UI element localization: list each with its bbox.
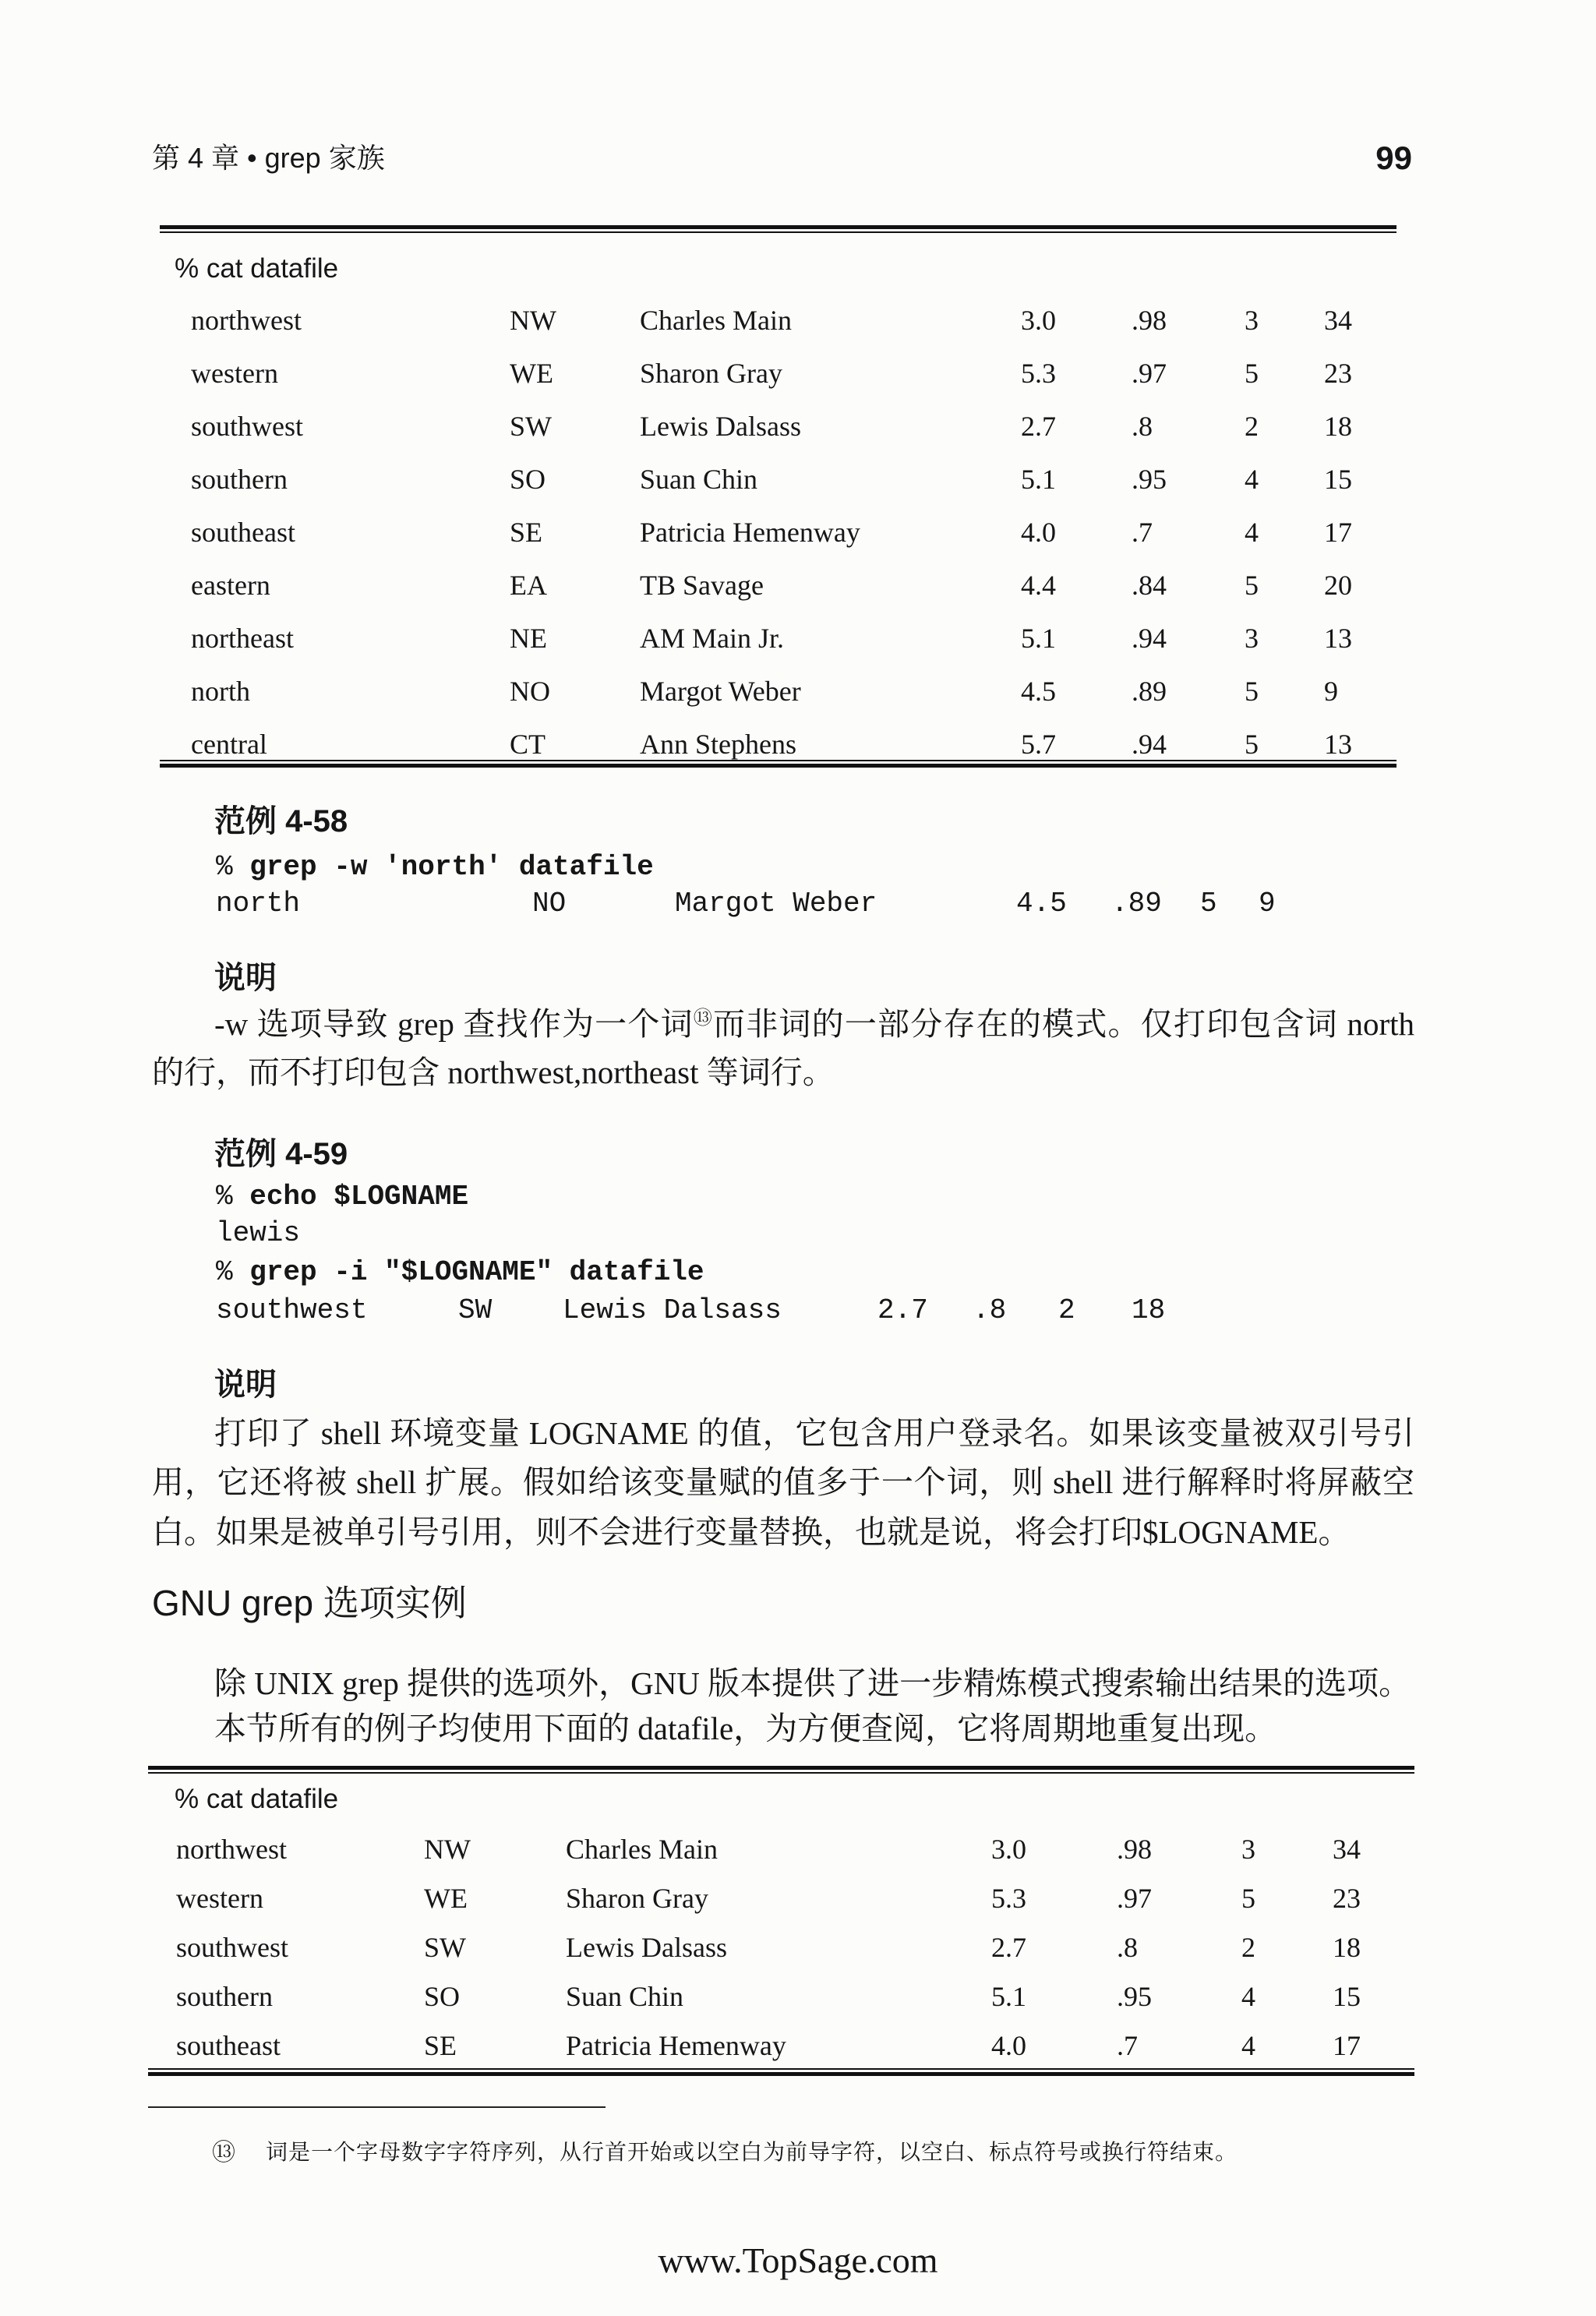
value-cell: .7: [1117, 2030, 1138, 2061]
person-name-cell: Patricia Hemenway: [566, 2030, 786, 2061]
region-cell: western: [191, 358, 278, 389]
example-4-59-command-line-2: [216, 1254, 704, 1291]
person-name-cell: Sharon Gray: [640, 358, 782, 389]
region-cell: north: [191, 676, 250, 707]
value-cell: 13: [1324, 623, 1352, 654]
table-row: [0, 1825, 1596, 1874]
table-row: [0, 559, 1596, 612]
listing-1-bottom-rule: [160, 760, 1396, 768]
region-code-cell: SE: [424, 2030, 457, 2061]
region-code-cell: WE: [424, 1883, 468, 1914]
example-4-58-output-line: [0, 885, 1596, 923]
example-4-58-title: 范例 4-58: [214, 804, 348, 838]
person-name-cell: Lewis Dalsass: [640, 411, 801, 442]
value-cell: 4: [1241, 2030, 1255, 2061]
explanation-text: 而非词的一部分存在的模式。仅打印包含词 north: [713, 1006, 1414, 1042]
person-name-cell: Patricia Hemenway: [640, 517, 860, 548]
footnote-reference: ⑬: [693, 1008, 714, 1029]
value-cell: .8: [1117, 1932, 1138, 1963]
section-heading: GNU grep 选项实例: [152, 1583, 467, 1623]
region-cell: eastern: [191, 570, 270, 601]
output-field: 18: [1132, 1294, 1166, 1326]
value-cell: 15: [1333, 1981, 1361, 2012]
value-cell: 5.3: [1021, 358, 1056, 389]
value-cell: 4.0: [1021, 517, 1056, 548]
region-cell: southeast: [176, 2030, 281, 2061]
region-code-cell: NW: [424, 1834, 471, 1865]
table-row: [0, 2021, 1596, 2071]
example-4-59-output-line-2: [0, 1292, 1596, 1329]
value-cell: 5: [1245, 358, 1259, 389]
value-cell: .7: [1132, 517, 1153, 548]
value-cell: .8: [1132, 411, 1153, 442]
value-cell: 5: [1245, 570, 1259, 601]
command-prompt: %: [216, 1256, 233, 1288]
table-row: [0, 612, 1596, 665]
region-code-cell: WE: [510, 358, 553, 389]
output-field: Lewis Dalsass: [563, 1294, 782, 1326]
value-cell: 23: [1324, 358, 1352, 389]
person-name-cell: AM Main Jr.: [640, 623, 785, 654]
value-cell: 5: [1245, 676, 1259, 707]
footnote-text: 词是一个字母数字字符序列，从行首开始或以空白为前导字符，以空白、标点符号或换行符结束。: [266, 2141, 1238, 2165]
example-4-59-command-line-1: [216, 1178, 468, 1216]
region-cell: central: [191, 729, 267, 760]
command-prompt: %: [216, 851, 233, 883]
explanation-line: 用，它还将被 shell 扩展。假如给该变量赋的值多于一个词，则 shell 进行解释时将屏蔽空: [152, 1464, 1414, 1500]
value-cell: 5: [1241, 1883, 1255, 1914]
command-text: echo $LOGNAME: [249, 1181, 469, 1213]
region-cell: northwest: [191, 305, 302, 336]
table-row: [0, 1874, 1596, 1923]
value-cell: 20: [1324, 570, 1352, 601]
page-number: 99: [1375, 139, 1412, 176]
value-cell: .89: [1132, 676, 1167, 707]
value-cell: .94: [1132, 623, 1167, 654]
region-code-cell: SO: [510, 464, 546, 495]
table-row: [0, 347, 1596, 400]
value-cell: 2: [1245, 411, 1259, 442]
example-4-59-explanation-heading: 说明: [214, 1368, 277, 1402]
output-field: 2: [1058, 1294, 1075, 1326]
output-field: 5: [1200, 888, 1217, 920]
example-4-59-title: 范例 4-59: [214, 1137, 348, 1171]
region-cell: southern: [191, 464, 288, 495]
command-text: grep -w 'north' datafile: [249, 851, 654, 883]
output-field: .8: [973, 1294, 1007, 1326]
section-intro-line: 本节所有的例子均使用下面的 datafile，为方便查阅，它将周期地重复出现。: [214, 1711, 1277, 1746]
table-row: [0, 1923, 1596, 1972]
listing-1-top-rule: [160, 225, 1396, 233]
section-intro-line: 除 UNIX grep 提供的选项外，GNU 版本提供了进一步精炼模式搜索输出结果的选项。: [214, 1665, 1411, 1701]
value-cell: 34: [1333, 1834, 1361, 1865]
value-cell: 3: [1245, 623, 1259, 654]
table-row: [0, 400, 1596, 453]
example-4-59-output-line-1: lewis: [216, 1217, 301, 1249]
value-cell: 17: [1333, 2030, 1361, 2061]
value-cell: 5.7: [1021, 729, 1056, 760]
listing-2-bottom-rule: [148, 2068, 1414, 2076]
value-cell: 9: [1324, 676, 1338, 707]
value-cell: 4: [1245, 517, 1259, 548]
region-code-cell: NO: [510, 676, 550, 707]
value-cell: .94: [1132, 729, 1167, 760]
value-cell: 4.0: [991, 2030, 1026, 2061]
value-cell: 5.1: [1021, 623, 1056, 654]
value-cell: 4: [1241, 1981, 1255, 2012]
value-cell: .84: [1132, 570, 1167, 601]
person-name-cell: Suan Chin: [640, 464, 758, 495]
explanation-line: 的行，而不打印包含 northwest,northeast 等词行。: [152, 1054, 835, 1090]
explanation-line: [214, 1000, 1414, 1048]
value-cell: 17: [1324, 517, 1352, 548]
output-field: NO: [532, 888, 567, 920]
person-name-cell: Ann Stephens: [640, 729, 796, 760]
output-field: Margot Weber: [675, 888, 877, 920]
command-prompt: %: [216, 1181, 233, 1213]
value-cell: 5.1: [991, 1981, 1026, 2012]
region-code-cell: SW: [424, 1932, 466, 1963]
region-cell: southwest: [176, 1932, 288, 1963]
output-field: 2.7: [877, 1294, 928, 1326]
value-cell: 4.4: [1021, 570, 1056, 601]
region-code-cell: NW: [510, 305, 556, 336]
region-cell: western: [176, 1883, 263, 1914]
table-row: [0, 453, 1596, 506]
output-field: 4.5: [1016, 888, 1067, 920]
listing-1-command: % cat datafile: [175, 253, 339, 284]
output-field: .89: [1111, 888, 1162, 920]
example-4-58-command-line: [216, 849, 654, 886]
person-name-cell: Charles Main: [566, 1834, 718, 1865]
value-cell: 4: [1245, 464, 1259, 495]
value-cell: 23: [1333, 1883, 1361, 1914]
region-code-cell: CT: [510, 729, 546, 760]
value-cell: 15: [1324, 464, 1352, 495]
person-name-cell: Sharon Gray: [566, 1883, 708, 1914]
value-cell: 13: [1324, 729, 1352, 760]
footer-url: www.TopSage.com: [658, 2240, 938, 2280]
table-row: [0, 506, 1596, 559]
value-cell: 18: [1324, 411, 1352, 442]
region-cell: southern: [176, 1981, 273, 2012]
explanation-line: 打印了 shell 环境变量 LOGNAME 的值，它包含用户登录名。如果该变量被双引号引: [214, 1415, 1414, 1451]
person-name-cell: Margot Weber: [640, 676, 801, 707]
value-cell: 4.5: [1021, 676, 1056, 707]
person-name-cell: TB Savage: [640, 570, 764, 601]
running-header-chapter: 第 4 章 • grep 家族: [152, 142, 385, 174]
value-cell: 3.0: [991, 1834, 1026, 1865]
region-code-cell: SW: [510, 411, 552, 442]
value-cell: 5.3: [991, 1883, 1026, 1914]
output-field: north: [216, 888, 301, 920]
region-code-cell: EA: [510, 570, 547, 601]
table-row: [0, 1972, 1596, 2021]
value-cell: 2.7: [991, 1932, 1026, 1963]
region-cell: southeast: [191, 517, 295, 548]
table-row: [0, 665, 1596, 718]
value-cell: 18: [1333, 1932, 1361, 1963]
value-cell: .98: [1117, 1834, 1152, 1865]
region-code-cell: SO: [424, 1981, 461, 2012]
value-cell: 34: [1324, 305, 1352, 336]
footnote-rule: [148, 2106, 606, 2108]
value-cell: 2: [1241, 1932, 1255, 1963]
person-name-cell: Charles Main: [640, 305, 792, 336]
table-row: [0, 294, 1596, 347]
value-cell: 5.1: [1021, 464, 1056, 495]
value-cell: 2.7: [1021, 411, 1056, 442]
value-cell: .97: [1117, 1883, 1152, 1914]
explanation-line: 白。如果是被单引号引用，则不会进行变量替换，也就是说，将会打印$LOGNAME。: [152, 1514, 1351, 1550]
command-text: grep -i "$LOGNAME" datafile: [249, 1256, 704, 1288]
region-cell: southwest: [191, 411, 303, 442]
value-cell: 3.0: [1021, 305, 1056, 336]
value-cell: 5: [1245, 729, 1259, 760]
listing-2-command: % cat datafile: [175, 1784, 339, 1814]
region-code-cell: NE: [510, 623, 547, 654]
region-cell: northeast: [191, 623, 294, 654]
footnote-marker: ⑬: [212, 2140, 235, 2166]
output-field: 9: [1259, 888, 1276, 920]
value-cell: .97: [1132, 358, 1167, 389]
output-field: southwest: [216, 1294, 368, 1326]
person-name-cell: Lewis Dalsass: [566, 1932, 727, 1963]
example-4-58-explanation-heading: 说明: [214, 961, 277, 995]
output-field: SW: [458, 1294, 493, 1326]
value-cell: .98: [1132, 305, 1167, 336]
explanation-text: -w 选项导致 grep 查找作为一个词: [214, 1006, 694, 1042]
value-cell: 3: [1241, 1834, 1255, 1865]
listing-2-top-rule: [148, 1766, 1414, 1774]
value-cell: 3: [1245, 305, 1259, 336]
value-cell: .95: [1132, 464, 1167, 495]
region-code-cell: SE: [510, 517, 543, 548]
person-name-cell: Suan Chin: [566, 1981, 684, 2012]
value-cell: .95: [1117, 1981, 1152, 2012]
region-cell: northwest: [176, 1834, 287, 1865]
